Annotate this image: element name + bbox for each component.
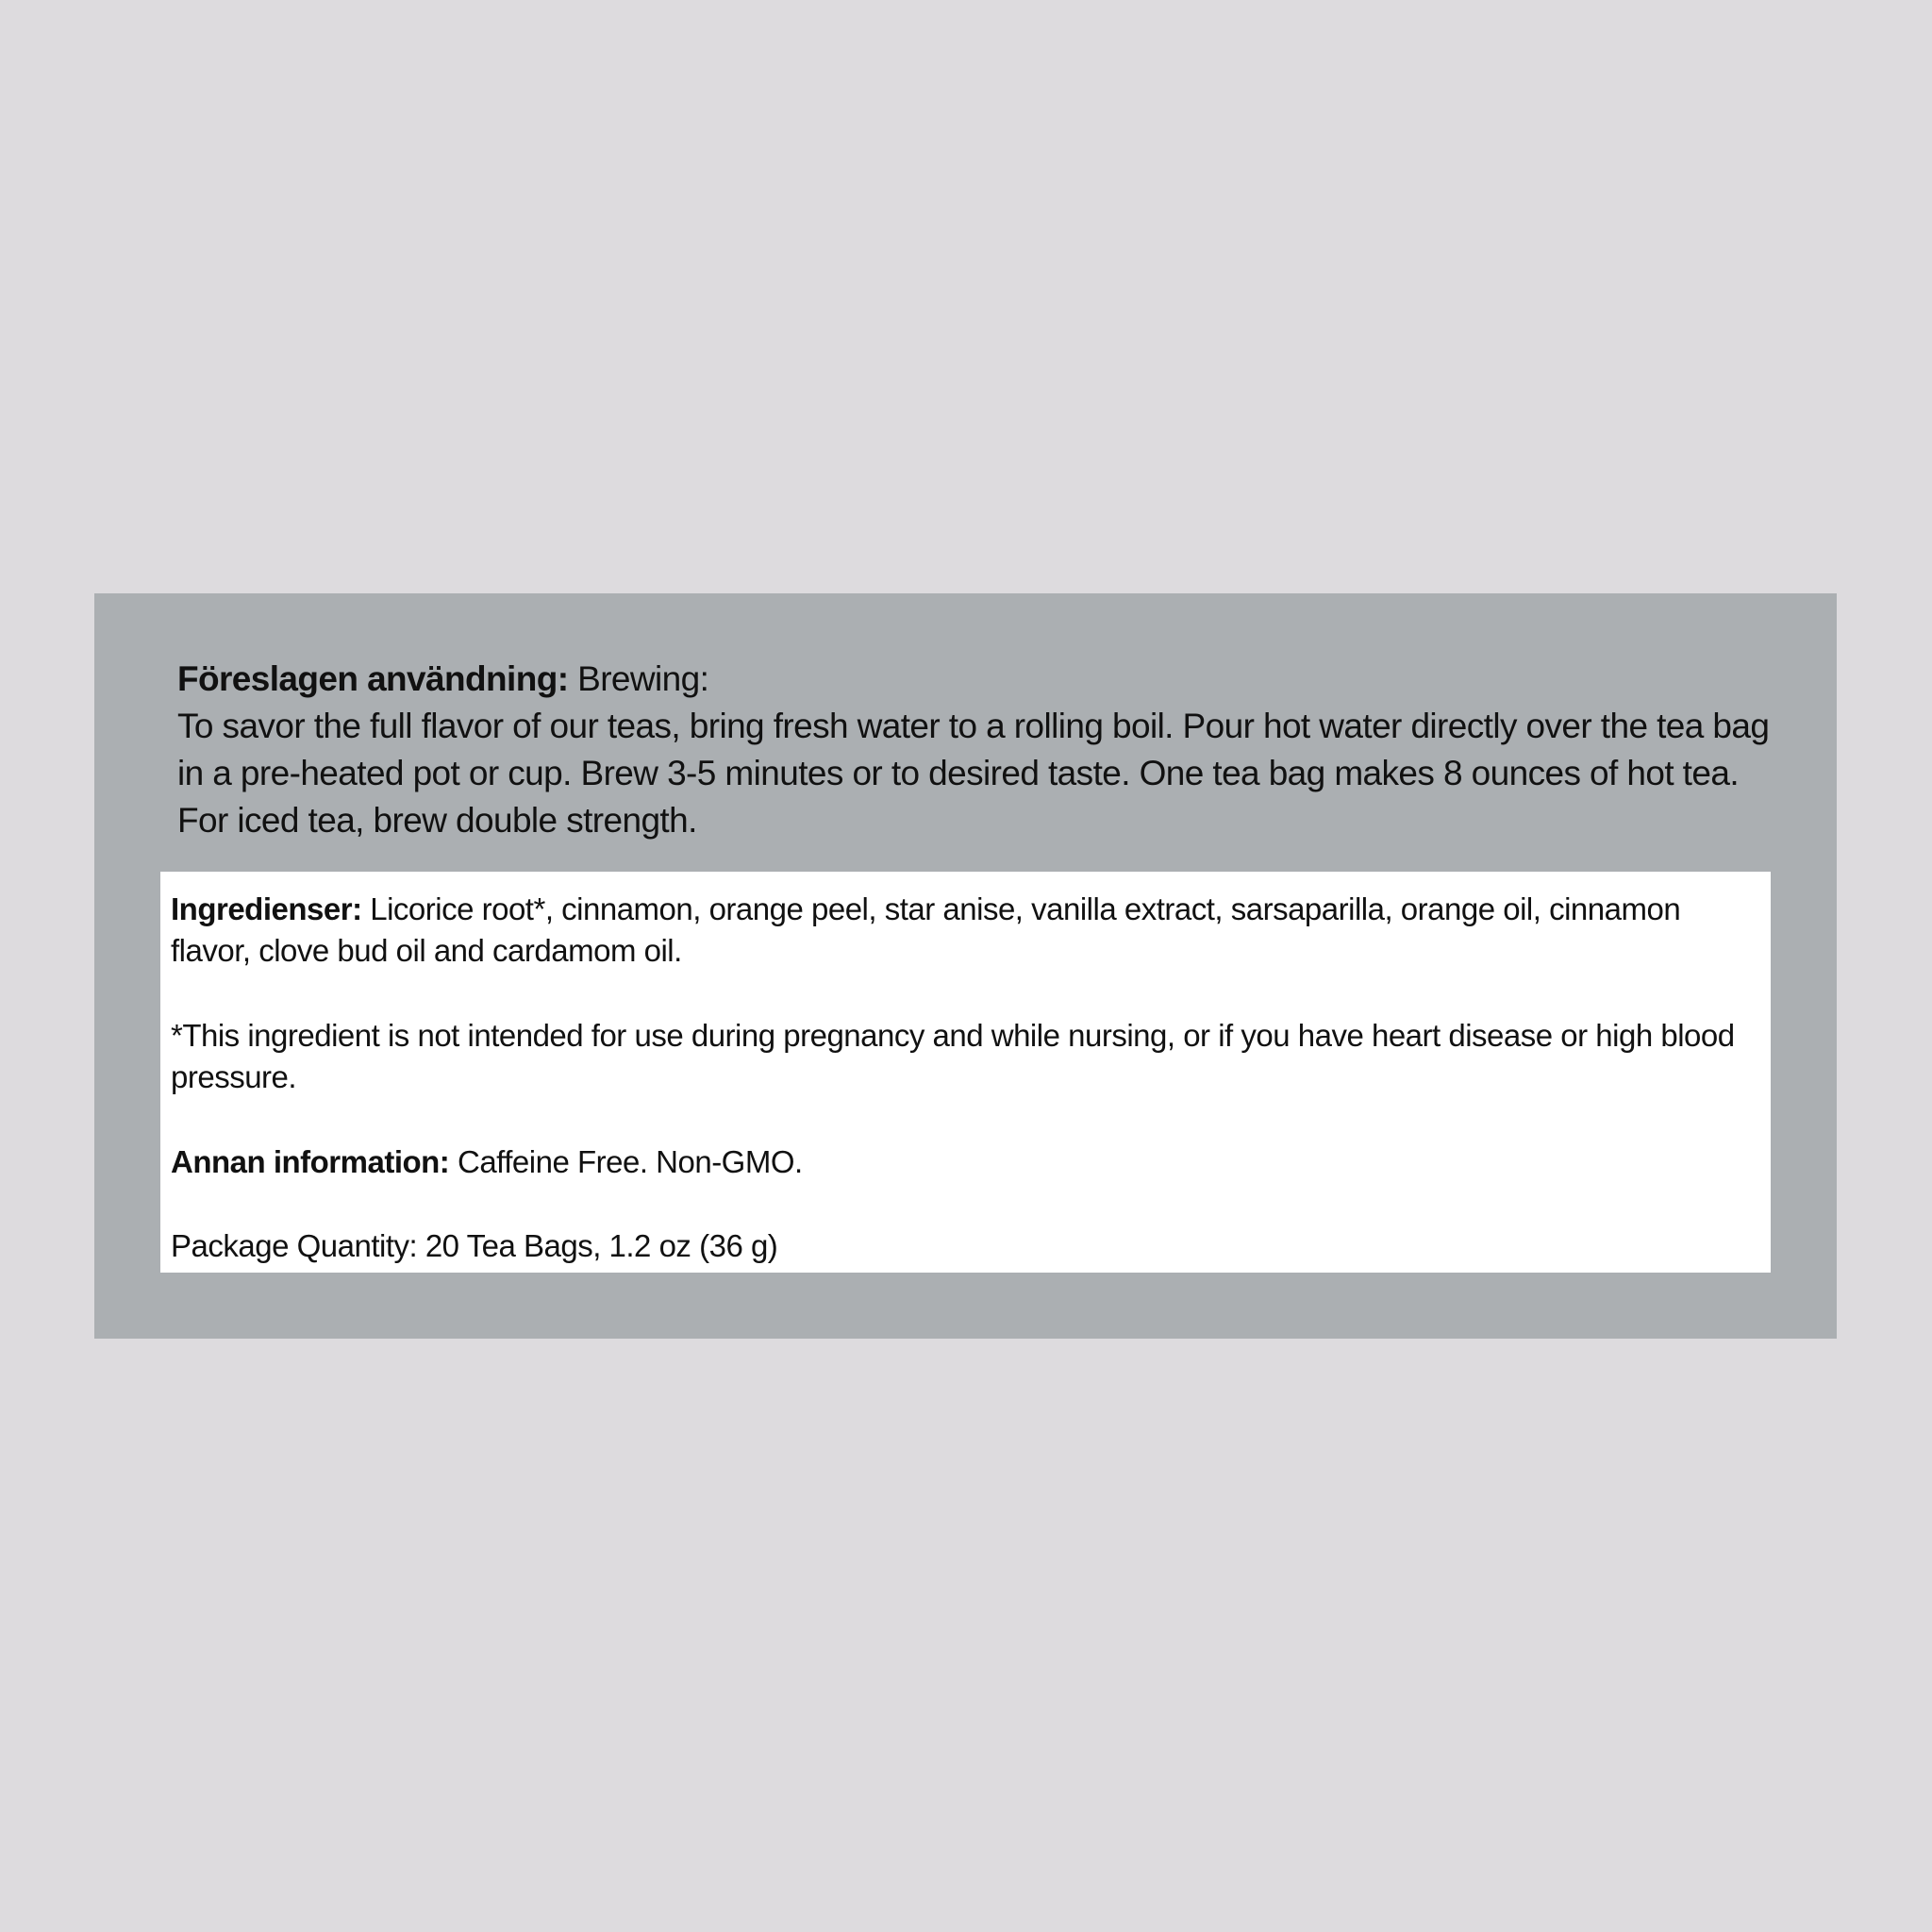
suggested-use-section [177, 656, 1781, 844]
other-info-section [171, 1141, 1765, 1183]
ingredients-text: Licorice root*, cinnamon, orange peel, star anise, vanilla extract, sarsaparilla, orange oil, cinnamon flavor, clove bud oil and cardamom oil. [171, 891, 1681, 968]
warning-text: *This ingredient is not intended for use during pregnancy and while nursing, or if you have heart disease or high blood pressure. [171, 1018, 1735, 1094]
suggested-use-label: Föreslagen användning: [177, 659, 569, 698]
package-quantity: Package Quantity: 20 Tea Bags, 1.2 oz (36 g) [171, 1228, 778, 1263]
ingredients-label: Ingredienser: [171, 891, 362, 926]
label-panel [94, 593, 1837, 1339]
info-box [160, 872, 1771, 1273]
ingredients-section [171, 889, 1765, 972]
other-info-label: Annan information: [171, 1144, 450, 1179]
suggested-use-heading: Brewing: [577, 659, 709, 698]
other-info-text: Caffeine Free. Non-GMO. [457, 1144, 803, 1179]
suggested-use-text: To savor the full flavor of our teas, bring fresh water to a rolling boil. Pour hot water directly over the tea bag in a pre-heated pot or cup. Brew 3-5 minutes or to desired taste. One tea bag makes 8 ounces of hot tea. For iced tea, brew double strength. [177, 707, 1770, 840]
